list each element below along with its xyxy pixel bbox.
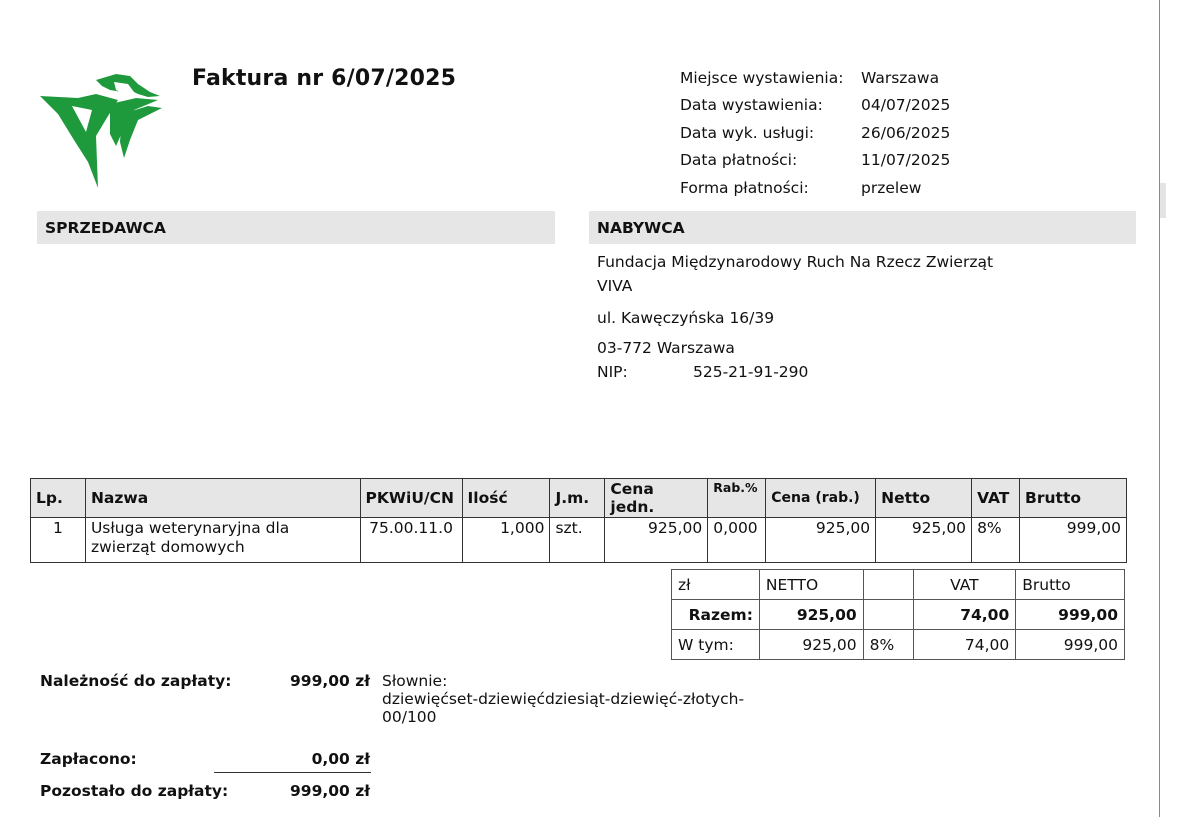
meta-value: przelew bbox=[861, 178, 922, 197]
cell-name bbox=[85, 518, 360, 563]
totals-h-vat: VAT bbox=[913, 570, 1016, 600]
cell-name-line2: zwierząt domowych bbox=[90, 538, 245, 556]
amount-in-words bbox=[382, 672, 782, 726]
cell-name-line1: Usługa weterynaryjna dla bbox=[90, 519, 290, 537]
buyer-city: 03-772 Warszawa bbox=[597, 339, 735, 357]
meta-label: Data wyk. usługi: bbox=[680, 123, 815, 142]
meta-row-issue-date bbox=[680, 92, 950, 120]
remaining-value: 999,00 zł bbox=[290, 782, 370, 800]
totals-h-gross: Brutto bbox=[1016, 570, 1125, 600]
meta-row-place bbox=[680, 64, 950, 92]
totals-sum-vat: 74,00 bbox=[913, 600, 1016, 630]
totals-sum-gross: 999,00 bbox=[1016, 600, 1125, 630]
cell-unit: szt. bbox=[550, 518, 605, 563]
buyer-heading: NABYWCA bbox=[589, 211, 1136, 244]
page-edge-tab bbox=[1160, 183, 1166, 218]
items-header-row bbox=[31, 479, 1127, 518]
viva-logo-icon bbox=[38, 70, 163, 188]
summary-divider bbox=[214, 772, 371, 773]
paid-value: 0,00 zł bbox=[311, 750, 370, 768]
totals-sum-net: 925,00 bbox=[759, 600, 863, 630]
buyer-details bbox=[597, 248, 993, 386]
amount-due-label: Należność do zapłaty: bbox=[40, 672, 232, 690]
page-edge-line bbox=[1159, 0, 1160, 817]
meta-value: 26/06/2025 bbox=[861, 123, 951, 142]
totals-table bbox=[671, 569, 1125, 660]
cell-discount: 0,000 bbox=[708, 518, 766, 563]
col-unit-price: Cena jedn. bbox=[605, 479, 708, 518]
col-discount: Rab.% bbox=[708, 479, 766, 518]
meta-value: 11/07/2025 bbox=[861, 151, 951, 170]
totals-incl-gross: 999,00 bbox=[1016, 630, 1125, 660]
totals-incl-vat: 74,00 bbox=[913, 630, 1016, 660]
table-row bbox=[31, 518, 1127, 563]
meta-value: Warszawa bbox=[861, 68, 940, 87]
cell-unit-price: 925,00 bbox=[605, 518, 708, 563]
col-net: Netto bbox=[876, 479, 972, 518]
col-vat: VAT bbox=[972, 479, 1020, 518]
col-gross: Brutto bbox=[1020, 479, 1127, 518]
cell-qty: 1,000 bbox=[462, 518, 550, 563]
cell-net: 925,00 bbox=[876, 518, 972, 563]
totals-h-net: NETTO bbox=[759, 570, 863, 600]
col-unit: J.m. bbox=[550, 479, 605, 518]
totals-incl-row bbox=[672, 630, 1125, 660]
meta-label: Data wystawienia: bbox=[680, 96, 823, 115]
totals-incl-net: 925,00 bbox=[759, 630, 863, 660]
cell-gross: 999,00 bbox=[1020, 518, 1127, 563]
amount-due-value: 999,00 zł bbox=[290, 672, 370, 690]
cell-discounted-price: 925,00 bbox=[766, 518, 876, 563]
buyer-name-line2: VIVA bbox=[597, 277, 633, 295]
cell-pkwiu: 75.00.11.0 bbox=[360, 518, 462, 563]
totals-sum-rate bbox=[863, 600, 913, 630]
col-discounted-price: Cena (rab.) bbox=[766, 479, 876, 518]
meta-row-service-date bbox=[680, 119, 950, 147]
words-label: Słownie: bbox=[382, 672, 448, 690]
totals-currency: zł bbox=[672, 570, 760, 600]
col-qty: Ilość bbox=[462, 479, 550, 518]
totals-sum-row bbox=[672, 600, 1125, 630]
cell-lp: 1 bbox=[31, 518, 86, 563]
nip-label: NIP: bbox=[597, 363, 628, 381]
meta-row-payment-date bbox=[680, 147, 950, 175]
meta-label: Miejsce wystawienia: bbox=[680, 68, 844, 87]
buyer-street: ul. Kawęczyńska 16/39 bbox=[597, 309, 775, 327]
meta-row-payment-method bbox=[680, 174, 950, 202]
totals-h-rate bbox=[863, 570, 913, 600]
meta-label: Data płatności: bbox=[680, 151, 798, 170]
words-line1: dziewięćset-dziewięćdziesiąt-dziewięć-złotych- bbox=[382, 690, 745, 708]
meta-value: 04/07/2025 bbox=[861, 96, 951, 115]
meta-label: Forma płatności: bbox=[680, 178, 809, 197]
invoice-title: Faktura nr 6/07/2025 bbox=[192, 66, 457, 91]
totals-header-row bbox=[672, 570, 1125, 600]
col-name: Nazwa bbox=[85, 479, 360, 518]
items-table bbox=[30, 478, 1127, 563]
buyer-nip bbox=[597, 358, 993, 386]
totals-incl-label: W tym: bbox=[672, 630, 760, 660]
paid-label: Zapłacono: bbox=[40, 750, 137, 768]
buyer-name-line1: Fundacja Międzynarodowy Ruch Na Rzecz Zwierząt bbox=[597, 253, 994, 271]
totals-incl-rate: 8% bbox=[863, 630, 913, 660]
col-pkwiu: PKWiU/CN bbox=[360, 479, 462, 518]
totals-sum-label: Razem: bbox=[672, 600, 760, 630]
cell-vat: 8% bbox=[972, 518, 1020, 563]
remaining-label: Pozostało do zapłaty: bbox=[40, 782, 229, 800]
invoice-meta bbox=[680, 64, 950, 202]
nip-value: 525-21-91-290 bbox=[693, 363, 809, 381]
col-lp: Lp. bbox=[31, 479, 86, 518]
words-line2: 00/100 bbox=[382, 708, 437, 726]
seller-heading: SPRZEDAWCA bbox=[37, 211, 555, 244]
